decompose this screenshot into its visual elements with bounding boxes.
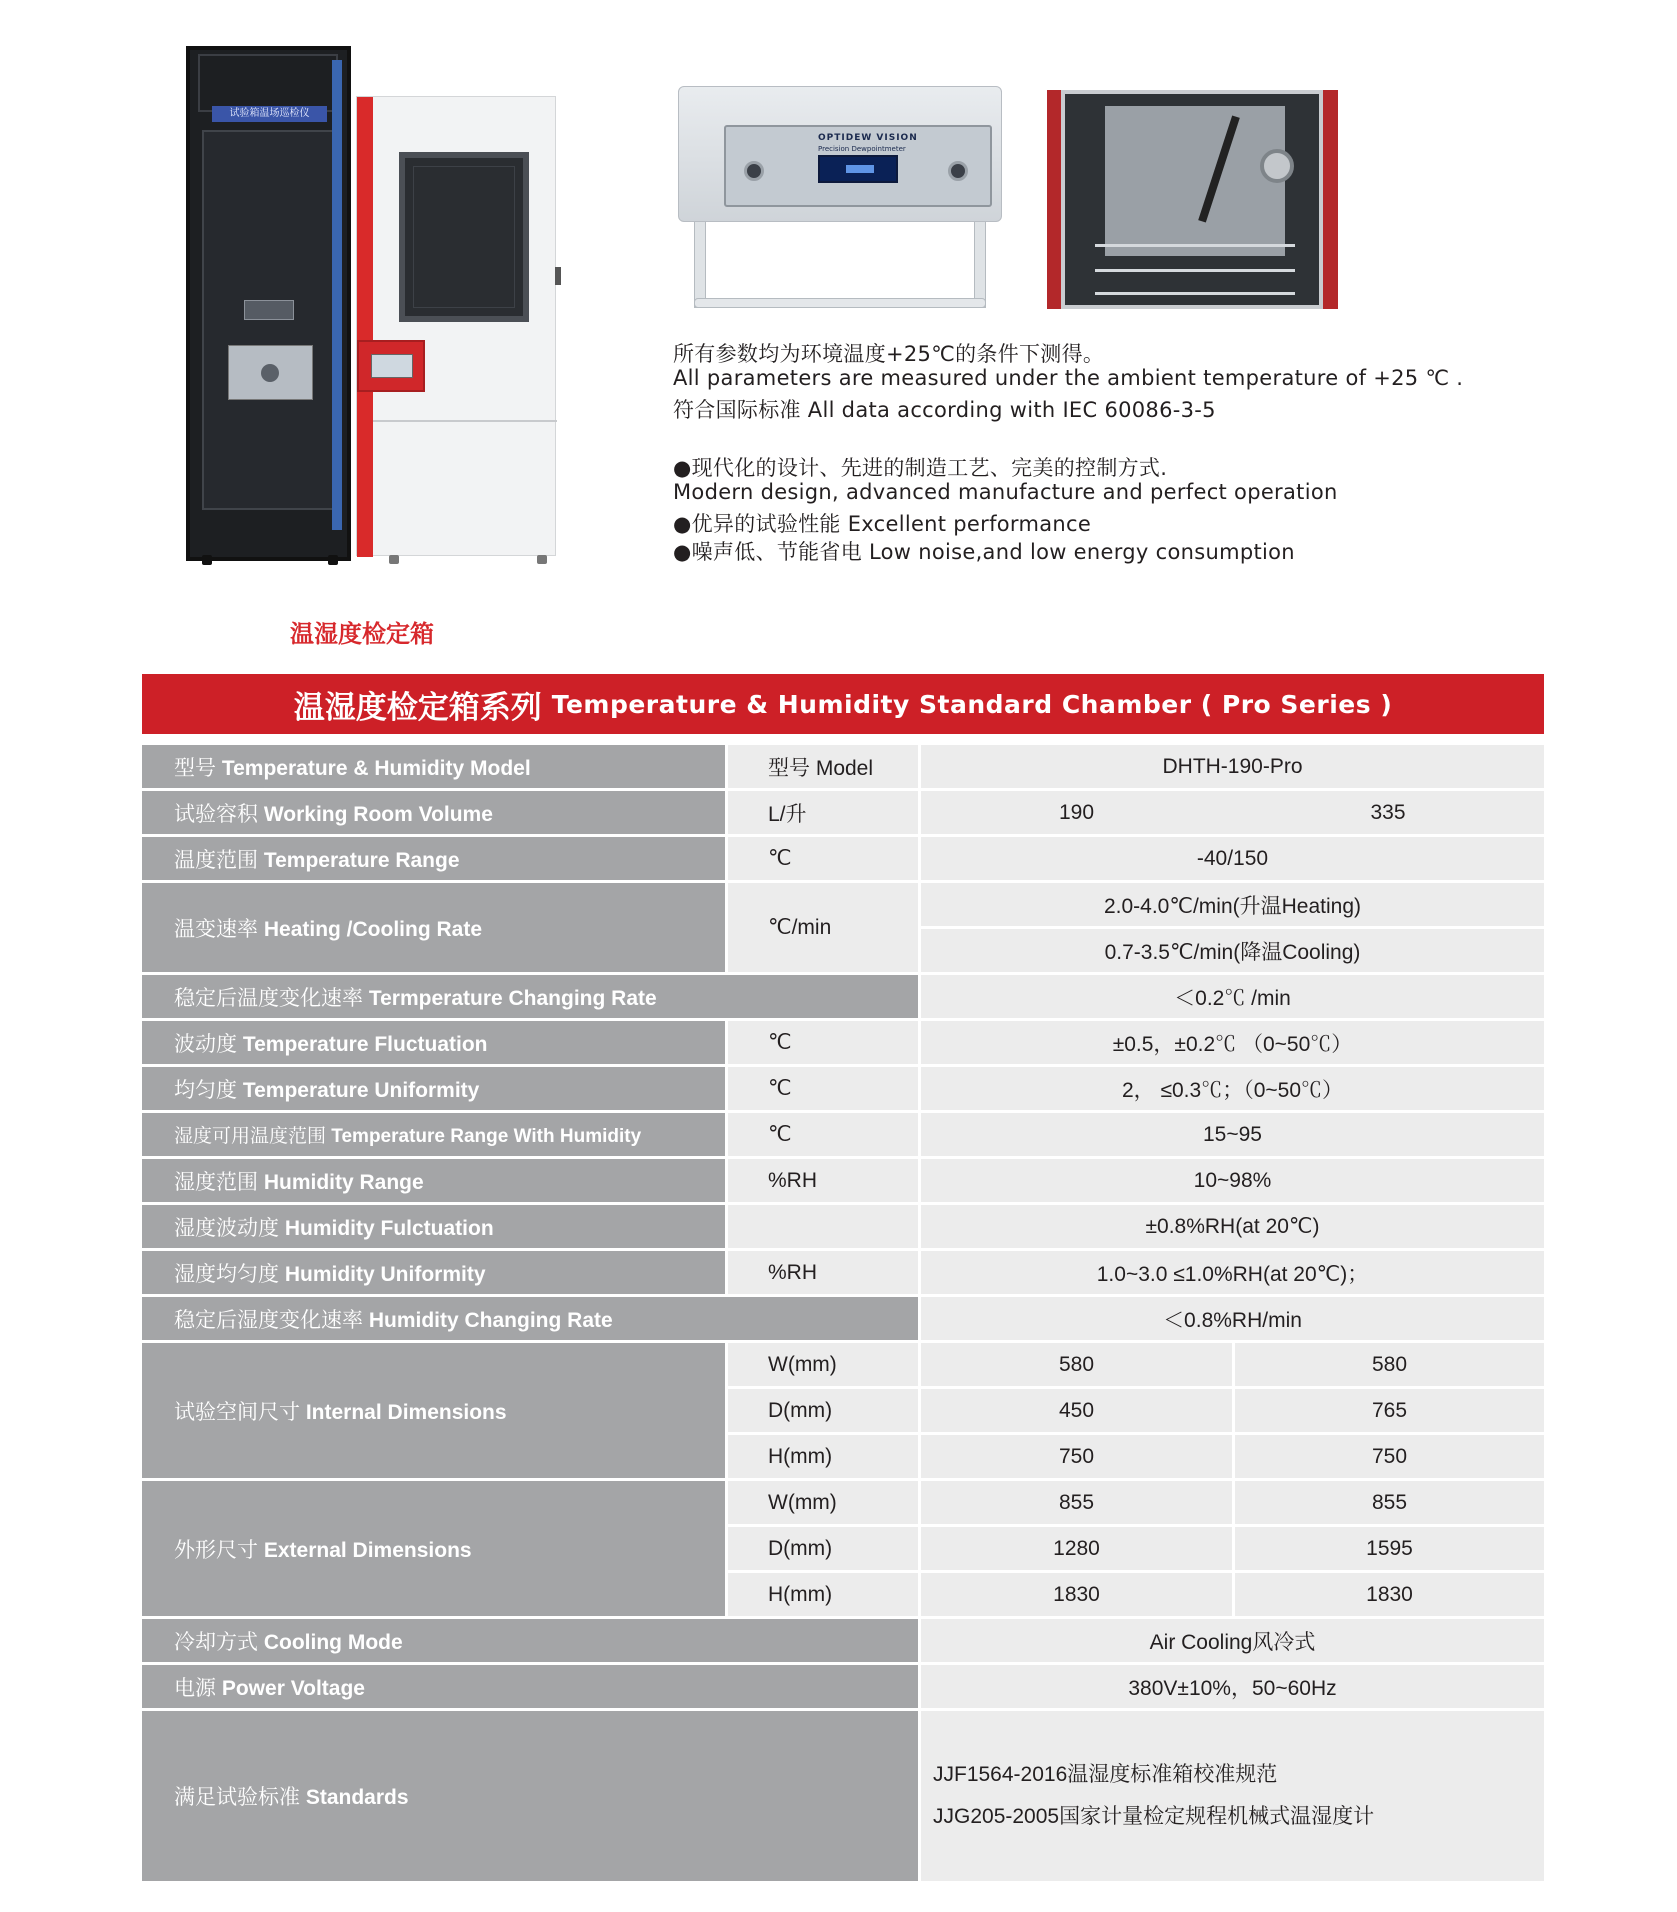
chamber-product-image	[186, 46, 576, 571]
row-value: 1595	[1232, 1527, 1544, 1570]
table-row	[142, 745, 1544, 788]
spec-header	[142, 674, 1544, 734]
row-label: 湿度均匀度 Humidity Uniformity	[142, 1251, 728, 1294]
row-label: 电源 Power Voltage	[142, 1665, 921, 1708]
info-line-5: Modern design, advanced manufacture and perfect operation	[673, 480, 1338, 504]
table-row	[142, 1067, 1544, 1110]
row-value: ＜0.8%RH/min	[921, 1297, 1544, 1340]
row-label: 温变速率 Heating /Cooling Rate	[142, 883, 728, 972]
row-unit: D(mm)	[728, 1389, 921, 1432]
row-value: ±0.8%RH(at 20℃)	[921, 1205, 1544, 1248]
table-row	[142, 1021, 1544, 1064]
spec-table	[142, 742, 1544, 1884]
row-label: 冷却方式 Cooling Mode	[142, 1619, 921, 1662]
info-line-1: 所有参数均为环境温度+25℃的条件下测得。	[673, 342, 1105, 366]
table-row	[142, 1343, 1544, 1386]
standard-line-1: JJF1564-2016温湿度标准箱校准规范	[933, 1763, 1278, 1786]
row-value: 0.7-3.5℃/min(降温Cooling)	[921, 929, 1544, 972]
product-caption: 温湿度检定箱	[290, 620, 434, 648]
table-row	[142, 975, 1544, 1018]
row-value: 580	[921, 1343, 1232, 1386]
row-unit: ℃	[728, 1113, 921, 1156]
table-row	[142, 1251, 1544, 1294]
table-row	[142, 883, 1544, 926]
row-unit: ℃	[728, 1067, 921, 1110]
row-unit: H(mm)	[728, 1573, 921, 1616]
row-unit: %RH	[728, 1159, 921, 1202]
dewpoint-subtitle: Precision Dewpointmeter	[818, 145, 906, 153]
row-value: 2.0-4.0℃/min(升温Heating)	[921, 883, 1544, 926]
row-value: -40/150	[921, 837, 1544, 880]
row-unit: ℃	[728, 837, 921, 880]
table-row	[142, 1159, 1544, 1202]
row-value: Air Cooling风冷式	[921, 1619, 1544, 1662]
table-row	[142, 1481, 1544, 1524]
row-label: 稳定后温度变化速率 Termperature Changing Rate	[142, 975, 921, 1018]
row-label: 波动度 Temperature Fluctuation	[142, 1021, 728, 1064]
row-value: 10~98%	[921, 1159, 1544, 1202]
row-label: 稳定后湿度变化速率 Humidity Changing Rate	[142, 1297, 921, 1340]
row-value: ＜0.2℃ /min	[921, 975, 1544, 1018]
row-value: 750	[1232, 1435, 1544, 1478]
table-row	[142, 1665, 1544, 1708]
row-label: 试验空间尺寸 Internal Dimensions	[142, 1343, 728, 1478]
dewpoint-display	[818, 155, 898, 183]
table-row	[142, 1297, 1544, 1340]
row-value: 580	[1232, 1343, 1544, 1386]
chamber-cabinet	[356, 96, 556, 556]
table-row	[142, 791, 1544, 834]
row-label: 试验容积 Working Room Volume	[142, 791, 728, 834]
info-line-6: ●优异的试验性能 Excellent performance	[673, 512, 1092, 536]
row-unit: W(mm)	[728, 1343, 921, 1386]
row-unit: L/升	[728, 791, 921, 834]
row-value: 15~95	[921, 1113, 1544, 1156]
row-label: 湿度可用温度范围 Temperature Range With Humidity	[142, 1113, 728, 1156]
standards-value	[921, 1711, 1544, 1881]
row-value: 765	[1232, 1389, 1544, 1432]
row-value: 335	[1232, 791, 1544, 834]
row-value: 855	[921, 1481, 1232, 1524]
row-value: 2， ≤0.3℃；（0~50℃）	[921, 1067, 1544, 1110]
table-row	[142, 1113, 1544, 1156]
row-label: 外形尺寸 External Dimensions	[142, 1481, 728, 1616]
row-label: 温度范围 Temperature Range	[142, 837, 728, 880]
row-value: 750	[921, 1435, 1232, 1478]
spec-header-cn: 温湿度检定箱系列	[293, 689, 542, 726]
dewpoint-title: OPTIDEW VISION	[818, 133, 918, 143]
table-row	[142, 837, 1544, 880]
row-unit	[728, 1205, 921, 1248]
row-value: 190	[921, 791, 1232, 834]
info-line-7: ●噪声低、节能省电 Low noise,and low energy consumption	[673, 540, 1295, 564]
info-line-4: ●现代化的设计、先进的制造工艺、完美的控制方式.	[673, 456, 1168, 480]
row-value: 380V±10%，50~60Hz	[921, 1665, 1544, 1708]
row-value: 1830	[1232, 1573, 1544, 1616]
row-value: 1280	[921, 1527, 1232, 1570]
row-label: 型号 Temperature & Humidity Model	[142, 745, 728, 788]
row-value: 1830	[921, 1573, 1232, 1616]
row-unit: ℃	[728, 1021, 921, 1064]
info-line-3: 符合国际标准 All data according with IEC 60086-3-5	[673, 398, 1216, 422]
inspection-rack	[186, 46, 351, 561]
row-unit: ℃/min	[728, 883, 921, 972]
standard-line-2: JJG205-2005国家计量检定规程机械式温湿度计	[933, 1805, 1375, 1828]
dewpoint-meter-image	[676, 86, 1004, 313]
row-label: 湿度波动度 Humidity Fulctuation	[142, 1205, 728, 1248]
row-value: 450	[921, 1389, 1232, 1432]
row-label: 湿度范围 Humidity Range	[142, 1159, 728, 1202]
rack-label: 试验箱温场巡检仪	[212, 106, 327, 122]
dewpoint-left-knob	[744, 161, 764, 181]
row-unit: H(mm)	[728, 1435, 921, 1478]
row-unit: W(mm)	[728, 1481, 921, 1524]
dewpoint-right-knob	[948, 161, 968, 181]
table-row	[142, 1205, 1544, 1248]
row-label: 均匀度 Temperature Uniformity	[142, 1067, 728, 1110]
row-unit: D(mm)	[728, 1527, 921, 1570]
row-value: 855	[1232, 1481, 1544, 1524]
table-row	[142, 1619, 1544, 1662]
row-unit: 型号 Model	[728, 745, 921, 788]
table-row	[142, 1711, 1544, 1881]
control-panel	[357, 340, 425, 392]
row-unit: %RH	[728, 1251, 921, 1294]
row-label: 满足试验标准 Standards	[142, 1711, 921, 1881]
info-line-2: All parameters are measured under the ambient temperature of +25 ℃ .	[673, 366, 1464, 390]
row-value: DHTH-190-Pro	[921, 745, 1544, 788]
chamber-interior-image	[1047, 90, 1338, 309]
row-value: ±0.5，±0.2℃ （0~50℃）	[921, 1021, 1544, 1064]
spec-header-en: Temperature & Humidity Standard Chamber ( Pro Series )	[551, 689, 1393, 719]
row-value: 1.0~3.0 ≤1.0%RH(at 20℃)；	[921, 1251, 1544, 1294]
